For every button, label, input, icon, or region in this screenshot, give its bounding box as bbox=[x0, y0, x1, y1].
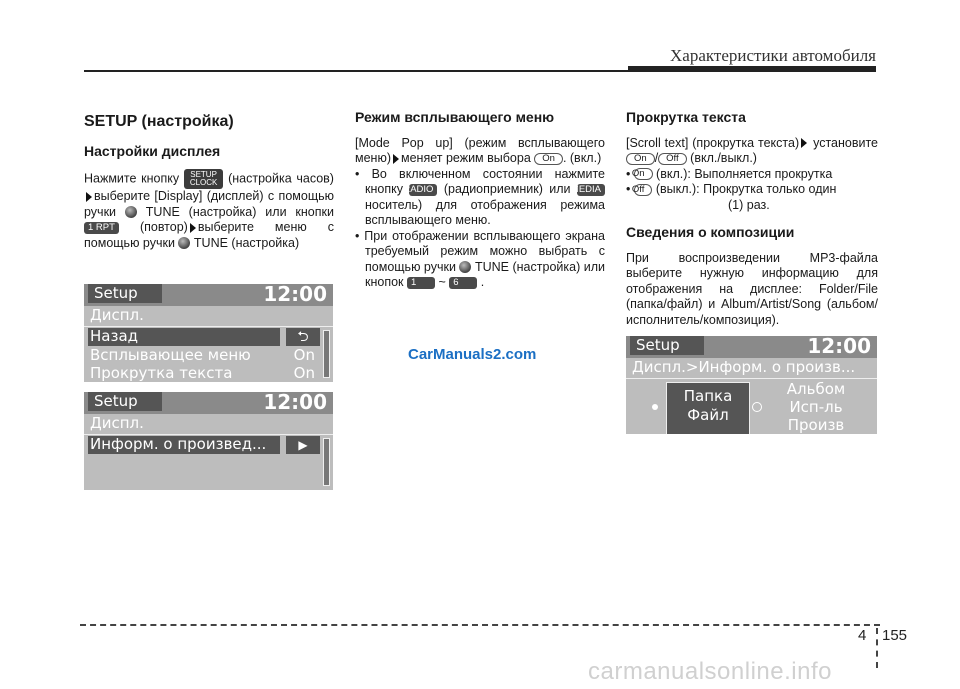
radio-selected-icon bbox=[652, 404, 658, 410]
lcd-title: Диспл. bbox=[90, 306, 144, 324]
lcd-row-popup: Всплывающее меню bbox=[90, 346, 251, 364]
column-scroll-text bbox=[626, 110, 878, 328]
tune-knob-icon bbox=[125, 206, 137, 218]
text-on-off: (вкл./выкл.) bbox=[690, 151, 757, 165]
lcd-divider bbox=[626, 378, 877, 379]
footer-page-divider bbox=[876, 628, 878, 668]
lcd-screen-track-info-options bbox=[626, 336, 877, 434]
arrow-right-icon bbox=[190, 223, 196, 233]
arrow-right-icon: ▶ bbox=[286, 436, 320, 454]
off-pill-icon: Off bbox=[658, 153, 687, 165]
option-album-artist-song bbox=[766, 380, 866, 434]
scroll-description bbox=[626, 136, 878, 167]
text-mode-popup: [Mode Pop up] (режим всплывающего меню) bbox=[355, 135, 605, 165]
text-scroll-once: (1) раз. bbox=[728, 197, 770, 212]
lcd-title: Диспл. bbox=[90, 414, 144, 432]
text-bullet2b: TUNE (настройка) или кнопок bbox=[365, 259, 605, 289]
arrow-right-icon bbox=[393, 154, 399, 164]
lcd-clock: 12:00 bbox=[263, 392, 327, 414]
tune-knob-icon bbox=[178, 237, 190, 249]
text-press-button: Нажмите кнопку bbox=[84, 171, 180, 186]
text-bullet1b: (радиоприемник) или bbox=[443, 182, 571, 196]
bullet-scroll-off: • Off (выкл.): Прокрутка только один (1) раз. bbox=[626, 182, 837, 212]
rpt-button-icon: 1 RPT bbox=[84, 222, 119, 234]
lcd-clock: 12:00 bbox=[263, 284, 327, 306]
option-folder-label: Папка bbox=[683, 387, 733, 405]
setup-instructions bbox=[84, 169, 334, 251]
text-bullet1c: носитель) для отображения режима всплывающего меню. bbox=[365, 197, 605, 227]
lcd-row-scroll-value: On bbox=[293, 364, 315, 382]
section-title-setup: SETUP (настройка) bbox=[84, 113, 234, 130]
column-setup bbox=[84, 110, 334, 251]
watermark-carmanuals2: CarManuals2.com bbox=[408, 346, 537, 363]
bullet-scroll-on: • On (вкл.): Выполняется прокрутка bbox=[626, 166, 833, 181]
text-bullet2a: • При отображении всплывающего экрана требуемый режим можно выбрать с помощью ручки bbox=[355, 228, 605, 274]
off-pill-icon: Off bbox=[634, 184, 653, 196]
text-tilde: ~ bbox=[438, 275, 446, 289]
lcd-row-track-info: Информ. о произвед... bbox=[90, 435, 267, 453]
lcd-screen-display-menu bbox=[84, 284, 333, 382]
header-title: Характеристики автомобиля bbox=[670, 46, 876, 65]
text-scroll-on: (вкл.): Выполняется прокрутка bbox=[656, 166, 833, 181]
lcd-row-popup-value: On bbox=[293, 346, 315, 364]
watermark-footer: carmanualsonline.info bbox=[588, 658, 832, 685]
option-folder-file bbox=[666, 382, 750, 434]
radio-button-icon: RADIO bbox=[409, 184, 437, 196]
radio-unselected-icon bbox=[752, 402, 762, 412]
section-title-popup-mode: Режим всплывающего меню bbox=[355, 109, 555, 125]
text-clock-setup: (настройка часов) bbox=[228, 171, 334, 186]
bullet-on-state bbox=[355, 167, 605, 229]
preset-1-button-icon: 1 bbox=[407, 277, 435, 289]
text-scroll-text: [Scroll text] (прокрутка текста) bbox=[626, 135, 800, 150]
on-pill-icon: On bbox=[634, 168, 653, 180]
lcd-row-back: Назад bbox=[90, 327, 139, 345]
lcd-scrollbar bbox=[323, 330, 330, 378]
back-return-icon: ⮌ bbox=[286, 328, 320, 346]
popup-description bbox=[355, 136, 605, 167]
arrow-right-icon bbox=[86, 192, 92, 202]
option-file-label: Файл bbox=[687, 406, 729, 424]
subtitle-display-settings: Настройки дисплея bbox=[84, 142, 221, 159]
section-title-scroll-text: Прокрутка текста bbox=[626, 109, 746, 125]
setup-clock-button-icon bbox=[184, 169, 224, 189]
lcd-title: Диспл.>Информ. о произв... bbox=[632, 358, 856, 376]
text-bullet1a: • Во включенном состоянии нажмите кнопку bbox=[355, 166, 605, 196]
option-song-label: Произв bbox=[787, 416, 845, 434]
on-pill-icon: On bbox=[534, 153, 563, 165]
text-repeat: (повтор) bbox=[139, 220, 188, 234]
section-title-track-info: Сведения о композиции bbox=[626, 224, 795, 240]
clock-label: CLOCK bbox=[189, 178, 218, 187]
lcd-screen-track-info bbox=[84, 392, 333, 490]
lcd-scrollbar bbox=[323, 438, 330, 486]
text-period: . bbox=[480, 275, 485, 289]
track-info-description: При воспроизведении MP3-файла выберите нужную информацию для отображения на дисплее: Folder/File (папка/файл) и Album/Artist/Song (альбом/исполнитель/композиция). bbox=[626, 250, 878, 327]
text-tune-setup: TUNE (настройка) bbox=[193, 235, 300, 250]
text-on: . (вкл.) bbox=[562, 151, 602, 165]
footer-dashed-line bbox=[80, 624, 880, 626]
column-popup-mode bbox=[355, 110, 605, 291]
bullet-popup-shown bbox=[355, 229, 605, 291]
arrow-right-icon bbox=[801, 138, 807, 148]
text-tune-or-button: TUNE (настройка) или кнопки bbox=[145, 204, 334, 219]
option-artist-label: Исп-ль bbox=[789, 398, 843, 416]
lcd-clock: 12:00 bbox=[807, 336, 871, 358]
lcd-row-scroll: Прокрутка текста bbox=[90, 364, 233, 382]
preset-6-button-icon: 6 bbox=[449, 277, 477, 289]
setup-label: SETUP bbox=[190, 170, 217, 179]
header-accent-bar bbox=[628, 66, 876, 71]
lcd-setup-tab: Setup bbox=[630, 336, 704, 355]
on-pill-icon: On bbox=[626, 153, 655, 165]
option-album-label: Альбом bbox=[786, 380, 846, 398]
text-set: установите bbox=[813, 135, 878, 150]
text-select-display: выберите [Display] (дисплей) с помощью ручки bbox=[84, 189, 334, 219]
media-button-icon: MEDIA bbox=[577, 184, 605, 196]
lcd-setup-tab: Setup bbox=[88, 392, 162, 411]
section-number: 4 bbox=[858, 627, 867, 644]
text-changes-mode: меняет режим выбора bbox=[401, 151, 531, 165]
lcd-setup-tab: Setup bbox=[88, 284, 162, 303]
tune-knob-icon bbox=[459, 261, 471, 273]
page-number: 155 bbox=[882, 627, 908, 644]
text-select-menu: выберите меню с помощью ручки bbox=[84, 220, 334, 250]
text-scroll-off: (выкл.): Прокрутка только один bbox=[655, 182, 837, 196]
text-slash: / bbox=[654, 151, 659, 165]
